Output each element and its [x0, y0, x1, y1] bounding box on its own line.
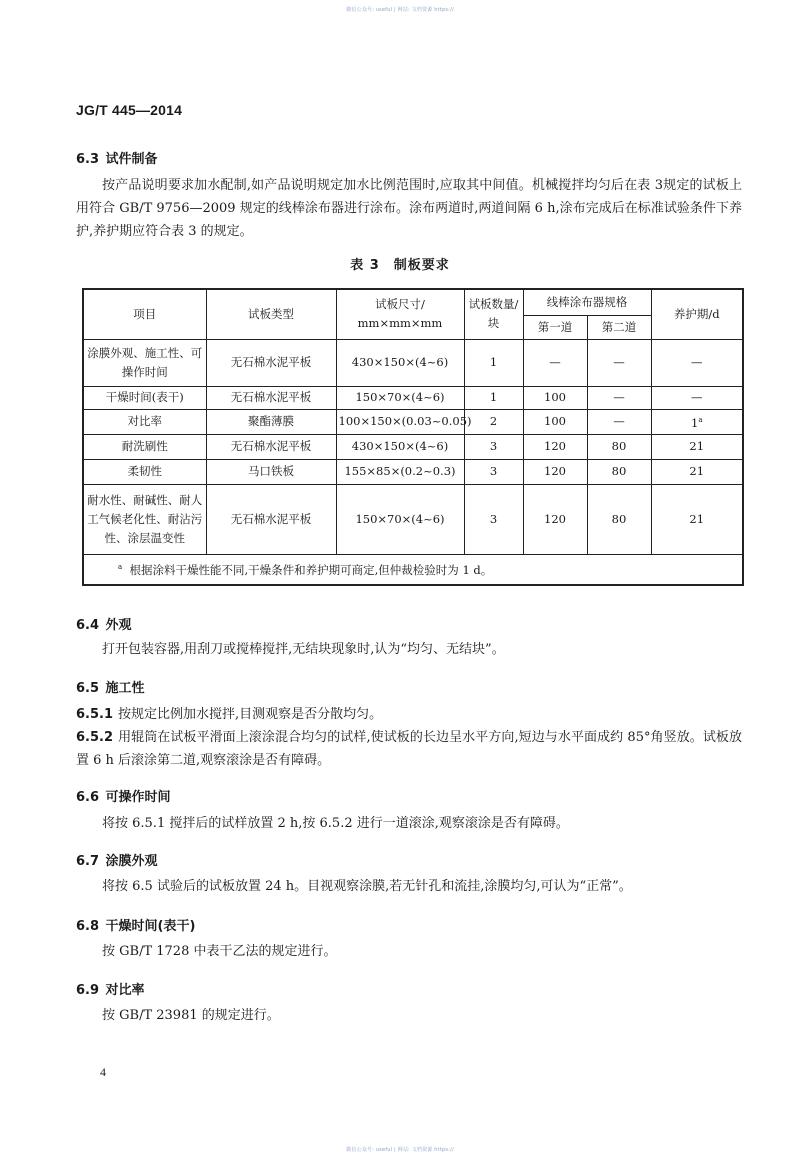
section-body-6-9: 按 GB/T 23981 的规定进行。	[102, 1008, 280, 1023]
table-row	[83, 386, 743, 409]
section-number: 6.3	[76, 152, 100, 167]
header-applicator: 线棒涂布器规格	[523, 289, 651, 315]
cell-panel-type: 无石棉水泥平板	[206, 484, 336, 554]
clause-number: 6.5.1	[76, 707, 114, 722]
section-heading-6-5	[76, 677, 145, 696]
cell-size: 430×150×(4~6)	[336, 434, 464, 459]
footnote-marker: a	[118, 563, 123, 572]
cell-panel-type: 无石棉水泥平板	[206, 339, 336, 386]
clause-number: 6.5.2	[76, 730, 114, 745]
section-title: 外观	[105, 618, 132, 633]
table-footnote-row	[83, 554, 743, 585]
section-title: 施工性	[105, 681, 145, 696]
section-body-6-5-2	[76, 726, 742, 772]
cell-curing: 21	[651, 484, 743, 554]
cell-curing	[651, 409, 743, 434]
section-number: 6.9	[76, 983, 100, 998]
cell-curing: 21	[651, 434, 743, 459]
cell-first-coat: —	[523, 339, 587, 386]
header-panel-count	[464, 289, 523, 339]
section-body-6-4: 打开包装容器,用刮刀或搅棒搅拌,无结块现象时,认为“均匀、无结块”。	[102, 642, 505, 657]
cell-size: 150×70×(4~6)	[336, 386, 464, 409]
section-number: 6.8	[76, 919, 100, 934]
cell-item: 涂膜外观、施工性、可操作时间	[83, 339, 206, 386]
cell-count: 3	[464, 434, 523, 459]
cell-count: 2	[464, 409, 523, 434]
section-body-6-3: 按产品说明要求加水配制,如产品说明规定加水比例范围时,应取其中间值。机械搅拌均匀后在表 3规定的试板上用符合 GB/T 9756—2009 规定的线棒涂布器进行涂布。涂布两道时,两道间隔 6 h,涂布完成后在标准试验条件下养护,养护期应符合表 3 的规定。	[76, 178, 742, 239]
cell-first-coat: 100	[523, 386, 587, 409]
section-number: 6.6	[76, 790, 100, 805]
cell-size: 150×70×(4~6)	[336, 484, 464, 554]
footnote-text: 根据涂料干燥性能不同,干燥条件和养护期可商定,但仲裁检验时为 1 d。	[129, 562, 493, 577]
cell-count: 1	[464, 386, 523, 409]
cell-size: 430×150×(4~6)	[336, 339, 464, 386]
cell-second-coat: —	[587, 339, 651, 386]
section-title: 涂膜外观	[105, 854, 158, 869]
section-title: 试件制备	[105, 152, 158, 167]
section-body-6-6: 将按 6.5.1 搅拌后的试样放置 2 h,按 6.5.2 进行一道滚涂,观察滚涂是否有障碍。	[102, 816, 569, 831]
cell-count: 1	[464, 339, 523, 386]
table-row	[83, 484, 743, 554]
header-panel-type: 试板类型	[206, 289, 336, 339]
table-row	[83, 409, 743, 434]
section-heading-6-8	[76, 915, 195, 934]
header-panel-count-unit: 块	[487, 316, 500, 331]
cell-panel-type: 无石棉水泥平板	[206, 386, 336, 409]
cell-panel-type: 无石棉水泥平板	[206, 434, 336, 459]
cell-second-coat: 80	[587, 459, 651, 484]
cell-second-coat: —	[587, 409, 651, 434]
cell-curing: —	[651, 386, 743, 409]
cell-item: 耐洗刷性	[83, 434, 206, 459]
cell-first-coat: 120	[523, 434, 587, 459]
section-heading-6-4	[76, 614, 132, 633]
section-heading-6-9	[76, 979, 145, 998]
cell-count: 3	[464, 459, 523, 484]
table-caption-label: 表 3	[350, 258, 380, 273]
cell-second-coat: —	[587, 386, 651, 409]
table-caption	[0, 254, 800, 273]
cell-first-coat: 120	[523, 484, 587, 554]
cell-item: 对比率	[83, 409, 206, 434]
watermark-bottom: 微信公众号: useful | 网站: 文档资源 https://	[346, 1147, 454, 1153]
section-number: 6.4	[76, 618, 100, 633]
section-title: 对比率	[105, 983, 145, 998]
header-panel-size	[336, 289, 464, 339]
table-caption-title: 制板要求	[393, 258, 450, 273]
section-heading-6-6	[76, 786, 171, 805]
table-header-row	[83, 289, 743, 315]
cell-size: 155×85×(0.2~0.3)	[336, 459, 464, 484]
cell-item: 柔韧性	[83, 459, 206, 484]
header-panel-size-unit: mm×mm×mm	[357, 316, 443, 331]
page-number: 4	[100, 1065, 106, 1079]
standard-code: JG/T 445—2014	[76, 102, 183, 118]
cell-panel-type: 聚酯薄膜	[206, 409, 336, 434]
section-body-6-5-1	[76, 703, 742, 726]
section-body-6-8: 按 GB/T 1728 中表干乙法的规定进行。	[102, 944, 337, 959]
table-footnote	[83, 554, 743, 585]
header-panel-count-label: 试板数量/	[468, 297, 519, 312]
section-title: 干燥时间(表干)	[105, 919, 196, 934]
header-item: 项目	[83, 289, 206, 339]
section-number: 6.7	[76, 854, 100, 869]
cell-curing: 21	[651, 459, 743, 484]
section-body-6-7: 将按 6.5 试验后的试板放置 24 h。目视观察涂膜,若无针孔和流挂,涂膜均匀,可认为“正常”。	[102, 879, 632, 894]
cell-count: 3	[464, 484, 523, 554]
cell-size: 100×150×(0.03~0.05)	[336, 409, 464, 434]
cell-second-coat: 80	[587, 484, 651, 554]
header-curing: 养护期/d	[651, 289, 743, 339]
cell-curing: —	[651, 339, 743, 386]
cell-first-coat: 120	[523, 459, 587, 484]
cell-panel-type: 马口铁板	[206, 459, 336, 484]
section-number: 6.5	[76, 681, 100, 696]
footnote-marker: a	[698, 415, 703, 424]
watermark-top: 微信公众号: useful | 网站: 文档资源 https://	[346, 7, 454, 13]
header-panel-size-label: 试板尺寸/	[375, 297, 425, 312]
header-second-coat: 第二道	[587, 315, 651, 339]
table-row	[83, 339, 743, 386]
cell-second-coat: 80	[587, 434, 651, 459]
clause-text: 用辊筒在试板平滑面上滚涂混合均匀的试样,使试板的长边呈水平方向,短边与水平面成约 85°角竖放。试板放置 6 h 后滚涂第二道,观察滚涂是否有障碍。	[76, 730, 742, 768]
cell-first-coat: 100	[523, 409, 587, 434]
section-heading-6-7	[76, 850, 158, 869]
cell-item: 干燥时间(表干)	[83, 386, 206, 409]
table-row	[83, 459, 743, 484]
curing-value: 1	[690, 415, 699, 430]
section-title: 可操作时间	[105, 790, 171, 805]
table-row	[83, 434, 743, 459]
header-first-coat: 第一道	[523, 315, 587, 339]
clause-text: 按规定比例加水搅拌,目测观察是否分散均匀。	[118, 707, 383, 722]
cell-item: 耐水性、耐碱性、耐人工气候老化性、耐沾污性、涂层温变性	[83, 484, 206, 554]
table-3-panel-requirements	[82, 288, 744, 586]
section-heading-6-3	[76, 148, 158, 167]
